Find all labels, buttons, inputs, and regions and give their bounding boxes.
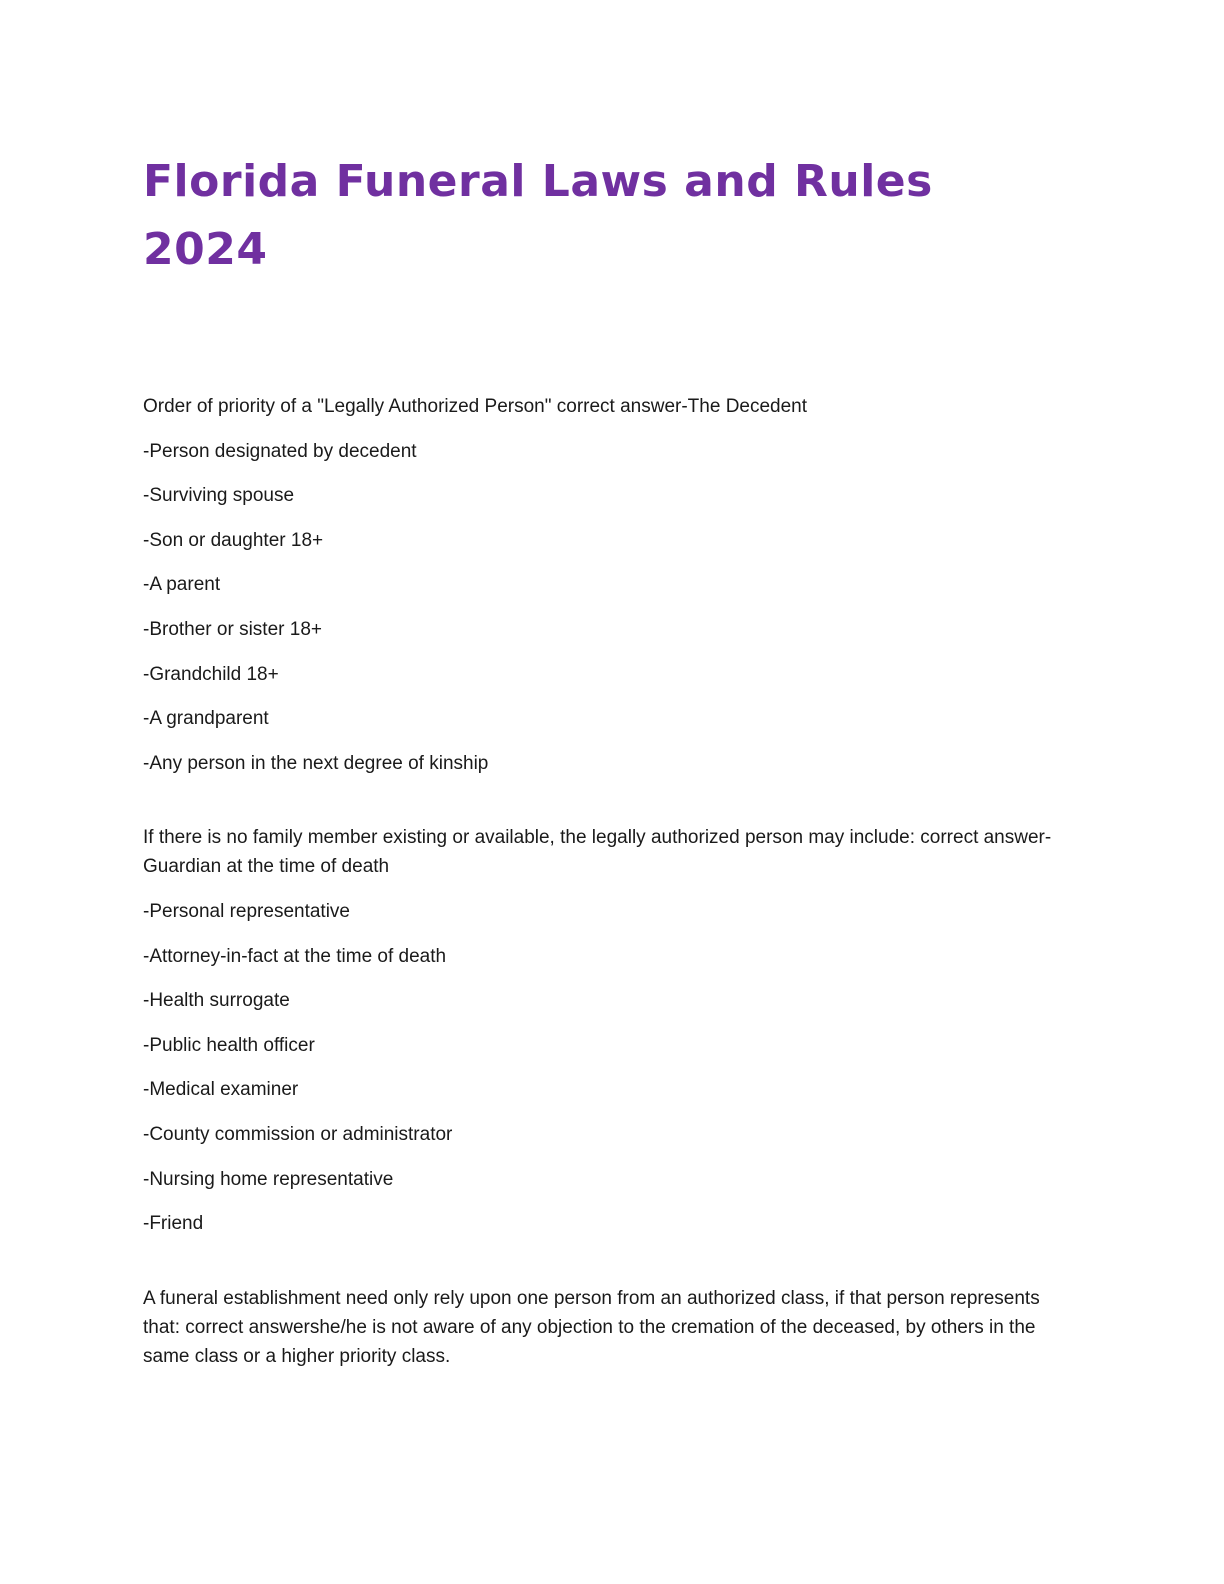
- section-spacer: [143, 1254, 1063, 1284]
- list-item: -Friend: [143, 1213, 204, 1235]
- list-item: -County commission or administrator: [143, 1123, 453, 1145]
- list-item: -Brother or sister 18+: [143, 618, 322, 640]
- list-item: -Person designated by decedent: [143, 440, 417, 462]
- list-item: -Son or daughter 18+: [143, 529, 324, 551]
- list-item: -A grandparent: [143, 708, 269, 730]
- list-item: -Personal representative: [143, 900, 350, 922]
- list-item: -Surviving spouse: [143, 485, 295, 507]
- list-item: -Health surrogate: [143, 990, 290, 1012]
- question-text: Order of priority of a "Legally Authorized Person" correct answer-The Decedent: [143, 396, 808, 417]
- question-text: A funeral establishment need only rely upon one person from an authorized class, if that person represents that: correct answershe/he is not aware of any objection to the cremation of the deceased, by others in the same class or a higher priority class.: [143, 1287, 1040, 1367]
- list-item: -A parent: [143, 574, 221, 596]
- qa-section: [143, 392, 1063, 778]
- section-spacer: [143, 793, 1063, 823]
- document-title: Florida Funeral Laws and Rules 2024: [143, 156, 933, 275]
- document-body: [143, 392, 1063, 1386]
- list-item: -Medical examiner: [143, 1079, 299, 1101]
- list-item: -Attorney-in-fact at the time of death: [143, 945, 447, 967]
- qa-section: [143, 823, 1063, 1238]
- question-text: If there is no family member existing or available, the legally authorized person may include: correct answer-Guardian at the time of death: [143, 827, 1052, 878]
- list-item: -Grandchild 18+: [143, 663, 279, 685]
- qa-section: [143, 1284, 1063, 1371]
- list-item: -Public health officer: [143, 1034, 315, 1056]
- list-item: -Nursing home representative: [143, 1168, 394, 1190]
- list-item: -Any person in the next degree of kinship: [143, 752, 489, 774]
